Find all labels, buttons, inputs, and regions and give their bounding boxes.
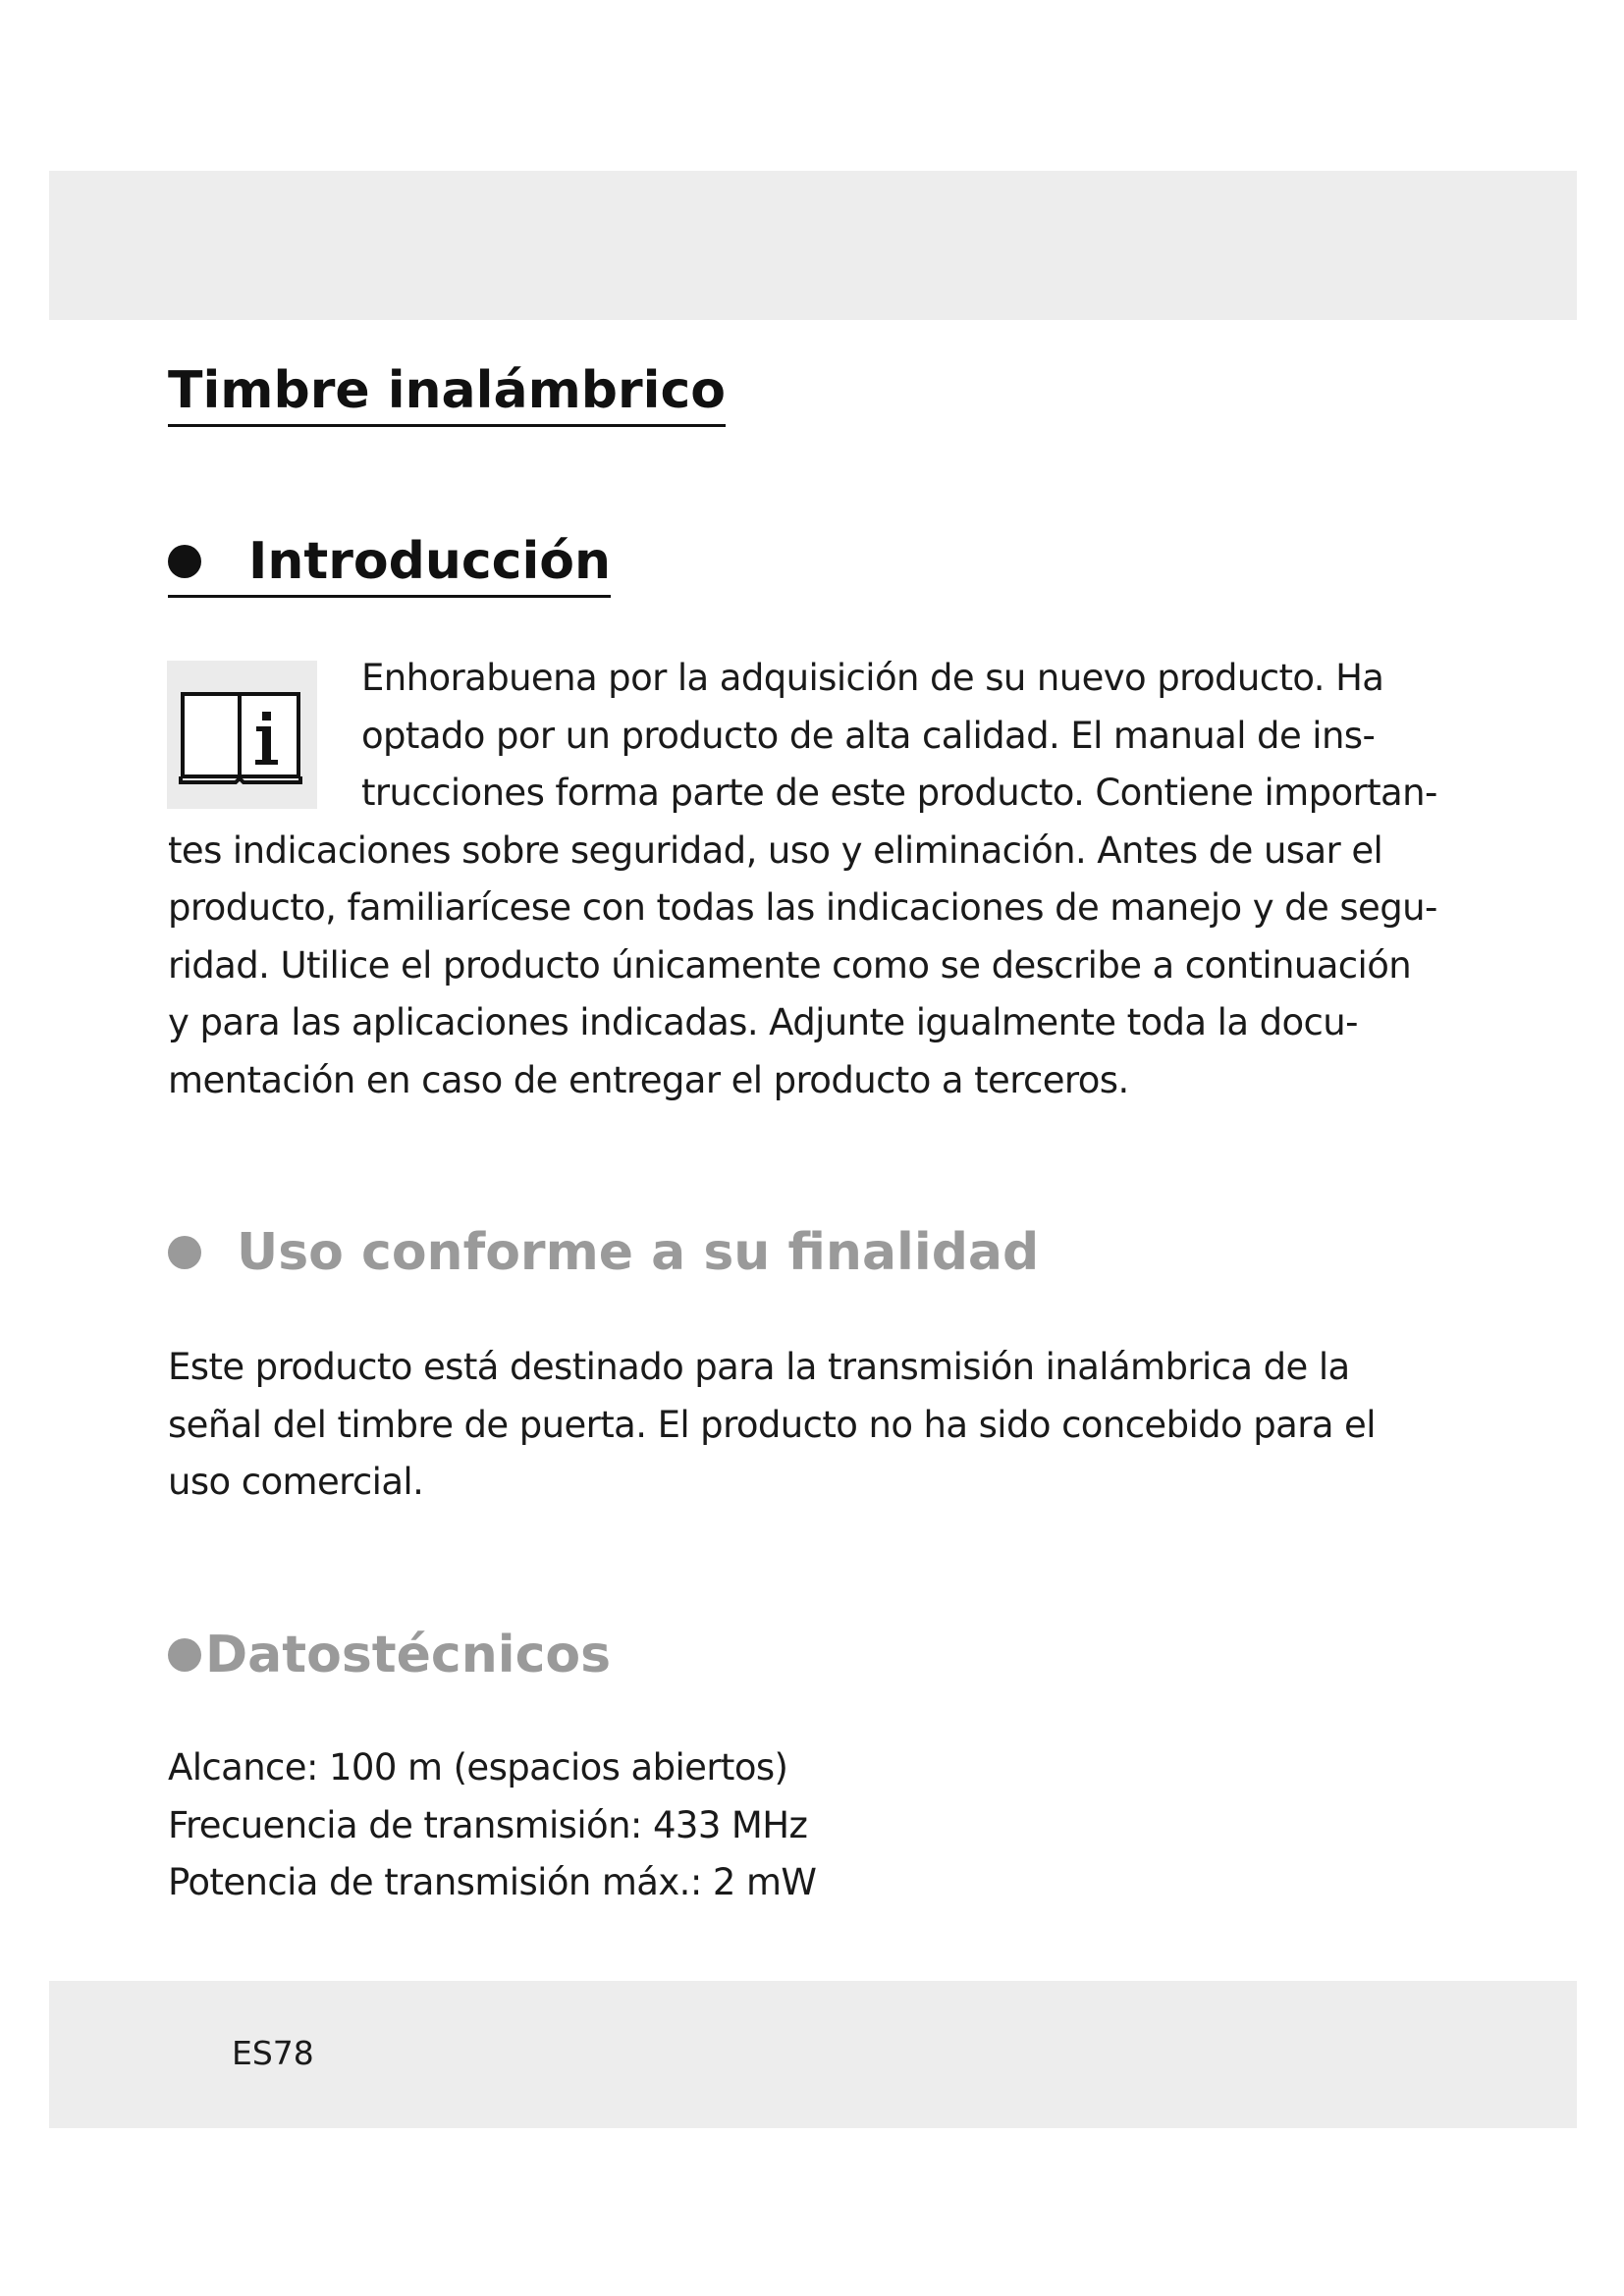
spec-potencia: Potencia de transmisión máx.: 2 mW bbox=[168, 1861, 817, 1903]
section-heading-label: Introducción bbox=[248, 532, 612, 591]
section-heading-uso bbox=[168, 1221, 1039, 1284]
intro-line: y para las aplicaciones indicadas. Adjunte igualmente toda la docu- bbox=[168, 1001, 1358, 1043]
bullet-icon bbox=[168, 1638, 201, 1672]
uso-line: señal del timbre de puerta. El producto no ha sido concebido para el bbox=[168, 1403, 1376, 1446]
intro-line: Enhorabuena por la adquisición de su nuevo producto. Ha bbox=[361, 657, 1384, 699]
intro-line: mentación en caso de entregar el producto a terceros. bbox=[168, 1058, 1129, 1101]
section-heading-label: Uso conforme a su finalidad bbox=[237, 1223, 1040, 1282]
page-title: Timbre inalámbrico bbox=[168, 359, 726, 427]
spec-alcance: Alcance: 100 m (espacios abiertos) bbox=[168, 1746, 788, 1789]
header-band bbox=[49, 171, 1577, 320]
uso-line: Este producto está destinado para la transmisión inalámbrica de la bbox=[168, 1346, 1350, 1388]
section-heading-label: Datostécnicos bbox=[205, 1626, 612, 1684]
uso-line: uso comercial. bbox=[168, 1461, 424, 1503]
uso-paragraph bbox=[168, 1339, 1376, 1512]
intro-line: tes indicaciones sobre seguridad, uso y eliminación. Antes de usar el bbox=[168, 828, 1383, 872]
section-heading-introduccion bbox=[168, 530, 611, 598]
section-heading-datos bbox=[168, 1624, 611, 1686]
bullet-icon bbox=[168, 1236, 201, 1269]
intro-paragraph bbox=[168, 650, 1437, 1109]
intro-line: optado por un producto de alta calidad. El manual de ins- bbox=[361, 714, 1376, 757]
intro-line: producto, familiarícese con todas las indicaciones de manejo y de segu- bbox=[168, 886, 1437, 929]
page-number: ES78 bbox=[232, 2034, 314, 2072]
intro-line: trucciones forma parte de este producto. Contiene importan- bbox=[361, 772, 1437, 814]
specs-list bbox=[168, 1739, 816, 1912]
intro-line: ridad. Utilice el producto únicamente como se describe a continuación bbox=[168, 943, 1412, 987]
spec-frecuencia: Frecuencia de transmisión: 433 MHz bbox=[168, 1803, 808, 1846]
bullet-icon bbox=[168, 545, 201, 578]
